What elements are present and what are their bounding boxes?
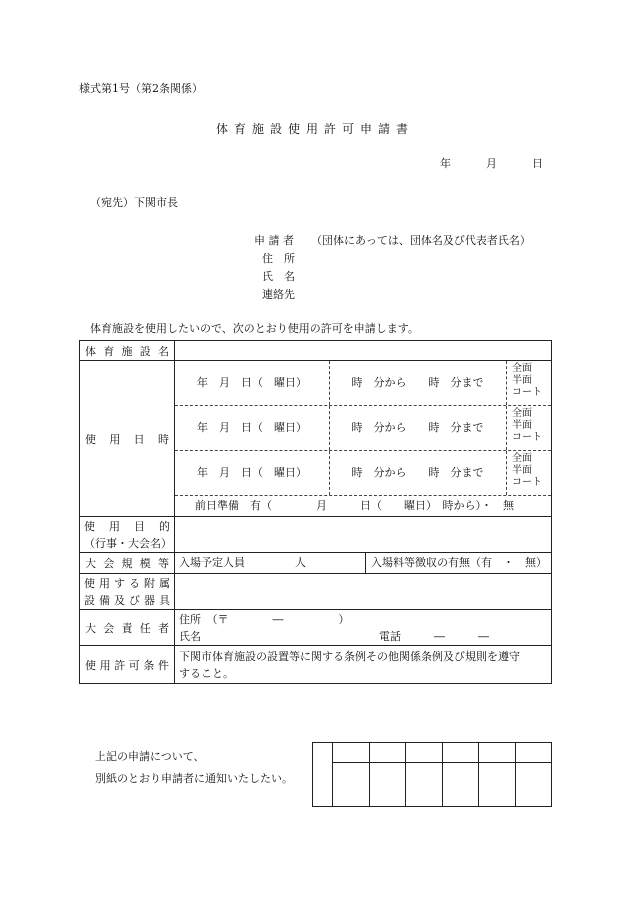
applicant-address-label: 住 所: [262, 252, 295, 265]
date-slot-3[interactable]: [175, 451, 551, 496]
scale-label: 大 会 規 模 等: [80, 553, 175, 574]
application-table: [79, 340, 552, 684]
purpose-row: [80, 517, 552, 553]
fee-label: 入場料等徴収の有無（有 ・ 無）: [371, 556, 547, 569]
stamp-cell[interactable]: [333, 743, 370, 763]
applicant-name-label: 氏 名: [262, 270, 295, 283]
facility-field[interactable]: [175, 341, 552, 361]
form-number: 様式第1号（第2条関係）: [79, 82, 203, 95]
stamp-cell[interactable]: [406, 743, 443, 763]
date-row: [80, 361, 552, 517]
conditions-row: [80, 646, 552, 684]
applicant-label: 申 請 者: [254, 234, 294, 247]
addressee: （宛先）下関市長: [90, 196, 178, 209]
scale-row: [80, 553, 552, 574]
date-label: 使 用 日 時: [80, 361, 175, 517]
resp-address: 住所 （〒 ― ）: [179, 612, 350, 626]
prep-line: 前日準備 有（ 月 日（ 曜日） 時から）・ 無: [195, 499, 514, 512]
equipment-row: [80, 574, 552, 610]
scale-divider: [365, 553, 366, 573]
slot-date: 年 月 日（ 曜日）: [175, 406, 330, 450]
date-slot-2[interactable]: [175, 406, 551, 451]
resp-phone: 電話 ― ―: [379, 629, 489, 643]
stamp-cell[interactable]: [369, 743, 406, 763]
stamp-cell[interactable]: [442, 763, 479, 807]
slot-court: 全面 半面 コート: [512, 363, 542, 398]
approval-line-1: 上記の申請について、: [95, 750, 205, 763]
slot-date: 年 月 日（ 曜日）: [175, 361, 330, 405]
slot-time: 時 分から 時 分まで: [329, 406, 507, 450]
responsible-row: [80, 610, 552, 646]
stamp-cell[interactable]: [479, 743, 516, 763]
stamp-grid: [312, 742, 552, 807]
expected-unit: 人: [295, 556, 306, 569]
slot-date: 年 月 日（ 曜日）: [175, 451, 330, 495]
stamp-cell[interactable]: [369, 763, 406, 807]
approval-line-2: 別紙のとおり申請者に通知いたしたい。: [95, 772, 293, 785]
date-line: [440, 155, 543, 171]
equipment-label: 使用する附属 設備及び器具: [80, 574, 175, 610]
responsible-field[interactable]: [175, 610, 552, 646]
facility-label: 体 育 施 設 名: [80, 341, 175, 361]
responsible-label: 大 会 責 任 者: [80, 610, 175, 646]
stamp-cell[interactable]: [515, 763, 552, 807]
day-label: 日: [532, 157, 543, 170]
stamp-cell[interactable]: [406, 763, 443, 807]
purpose-label: 使 用 目 的 （行事・大会名）: [80, 517, 175, 553]
slot-time: 時 分から 時 分まで: [329, 451, 507, 495]
date-field[interactable]: [175, 361, 552, 517]
resp-name: 氏名: [179, 629, 201, 643]
slot-time: 時 分から 時 分まで: [329, 361, 507, 405]
applicant-note: （団体にあっては、団体名及び代表者氏名）: [311, 234, 531, 247]
stamp-cell[interactable]: [313, 743, 333, 807]
page-title: 体育施設使用許可申請書: [215, 122, 414, 136]
date-slot-1[interactable]: [175, 361, 551, 406]
applicant-row: [254, 232, 531, 248]
slot-court: 全面 半面 コート: [512, 408, 542, 443]
stamp-cell[interactable]: [515, 743, 552, 763]
year-label: 年: [440, 157, 451, 170]
stamp-cell[interactable]: [442, 743, 479, 763]
scale-field[interactable]: [175, 553, 552, 574]
conditions-label: 使用許可条件: [80, 646, 175, 684]
facility-row: [80, 341, 552, 361]
month-label: 月: [486, 157, 497, 170]
stamp-cell[interactable]: [479, 763, 516, 807]
conditions-text: 下関市体育施設の設置等に関する条例その他関係条例及び規則を遵守 すること。: [175, 646, 552, 684]
stamp-cell[interactable]: [333, 763, 370, 807]
expected-label: 入場予定人員: [179, 556, 245, 569]
intro-text: 体育施設を使用したいので、次のとおり使用の許可を申請します。: [90, 322, 419, 335]
purpose-field[interactable]: [175, 517, 552, 553]
slot-court: 全面 半面 コート: [512, 453, 542, 488]
approval-text: [95, 746, 293, 790]
equipment-field[interactable]: [175, 574, 552, 610]
applicant-contact-label: 連絡先: [262, 288, 295, 301]
